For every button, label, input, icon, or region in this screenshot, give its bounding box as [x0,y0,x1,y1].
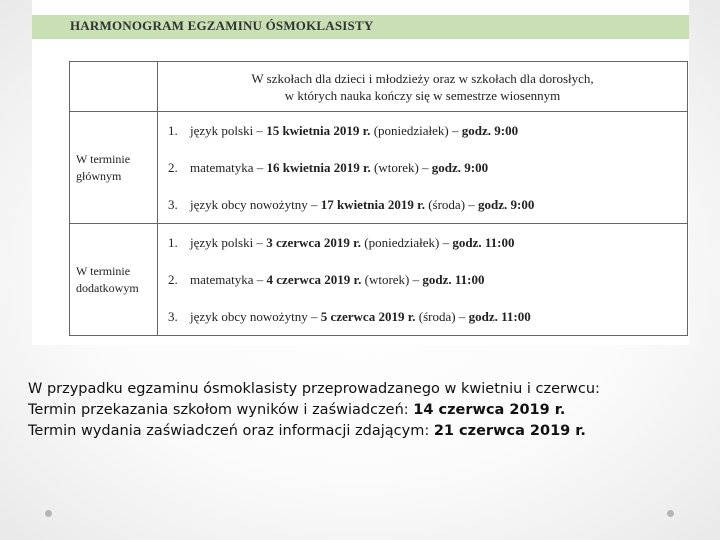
exam-subject: język polski – [190,122,267,138]
exam-day: (poniedziałek) – [361,234,453,250]
notes-certificates-deadline [28,421,708,442]
exam-list-main-term [158,112,688,224]
row-header-main-term [70,112,158,224]
exam-time: godz. 9:00 [461,122,519,138]
exam-date: 15 kwietnia 2019 r. [266,122,371,138]
column-header-line: w których nauka kończy się w semestrze wiosennym [284,87,561,103]
item-number: 2. [168,271,178,287]
exam-date: 16 kwietnia 2019 r. [266,159,371,175]
exam-day: (środa) – [424,196,479,212]
list-item [158,298,687,335]
exam-date: 3 czerwca 2019 r. [266,234,362,250]
exam-subject: język polski – [190,234,267,250]
item-number: 2. [168,159,178,175]
slide-corner-dot [667,510,674,517]
schedule-image [32,0,689,345]
slide-notes [28,379,708,442]
exam-subject: matematyka – [190,159,267,175]
table-header-row [70,62,688,112]
table-row-additional-term [70,224,688,336]
row-header-line: dodatkowym [76,280,139,295]
item-number: 3. [168,196,178,212]
notes-intro: W przypadku egzaminu ósmoklasisty przeprowadzanego w kwietniu i czerwcu: [28,381,600,397]
exam-time: godz. 11:00 [452,234,515,250]
notes-results-text: Termin przekazania szkołom wyników i zaświadczeń: [28,402,414,418]
exam-time: godz. 11:00 [422,271,485,287]
row-header-line: W terminie [76,151,131,166]
table-corner-cell [70,62,158,112]
list-item [158,186,687,223]
notes-certificates-date: 21 czerwca 2019 r. [433,423,586,439]
exam-day: (wtorek) – [361,271,423,287]
document-title: HARMONOGRAM EGZAMINU ÓSMOKLASISTY [70,18,374,33]
list-item [158,149,687,186]
exam-time: godz. 9:00 [478,196,535,212]
exam-subject: język obcy nowożytny – [190,308,321,324]
list-item [158,261,687,298]
table-row-main-term [70,112,688,224]
exam-subject: matematyka – [190,271,267,287]
notes-results-date: 14 czerwca 2019 r. [413,402,566,418]
row-header-line: głównym [76,168,122,183]
list-item [158,112,687,149]
exam-date: 17 kwietnia 2019 r. [320,196,425,212]
row-header-additional-term [70,224,158,336]
exam-subject: język obcy nowożytny – [190,196,321,212]
column-header-line: W szkołach dla dzieci i młodzieży oraz w szkołach dla dorosłych, [251,70,594,86]
exam-day: (wtorek) – [370,159,432,175]
schedule-table [69,61,688,336]
list-item [158,224,687,261]
exam-list-additional-term [158,224,688,336]
exam-day: (poniedziałek) – [370,122,462,138]
notes-results-deadline [28,400,708,421]
item-number: 1. [168,234,178,250]
slide-corner-dot [45,510,52,517]
exam-date: 4 czerwca 2019 r. [266,271,362,287]
exam-date: 5 czerwca 2019 r. [320,308,416,324]
notes-certificates-text: Termin wydania zaświadczeń oraz informacji zdającym: [28,423,434,439]
exam-time: godz. 9:00 [431,159,489,175]
document-header-bar [32,15,689,39]
exam-time: godz. 11:00 [468,308,531,324]
column-header [158,62,688,112]
exam-day: (środa) – [415,308,469,324]
row-header-line: W terminie [76,263,131,278]
item-number: 1. [168,122,178,138]
item-number: 3. [168,308,178,324]
